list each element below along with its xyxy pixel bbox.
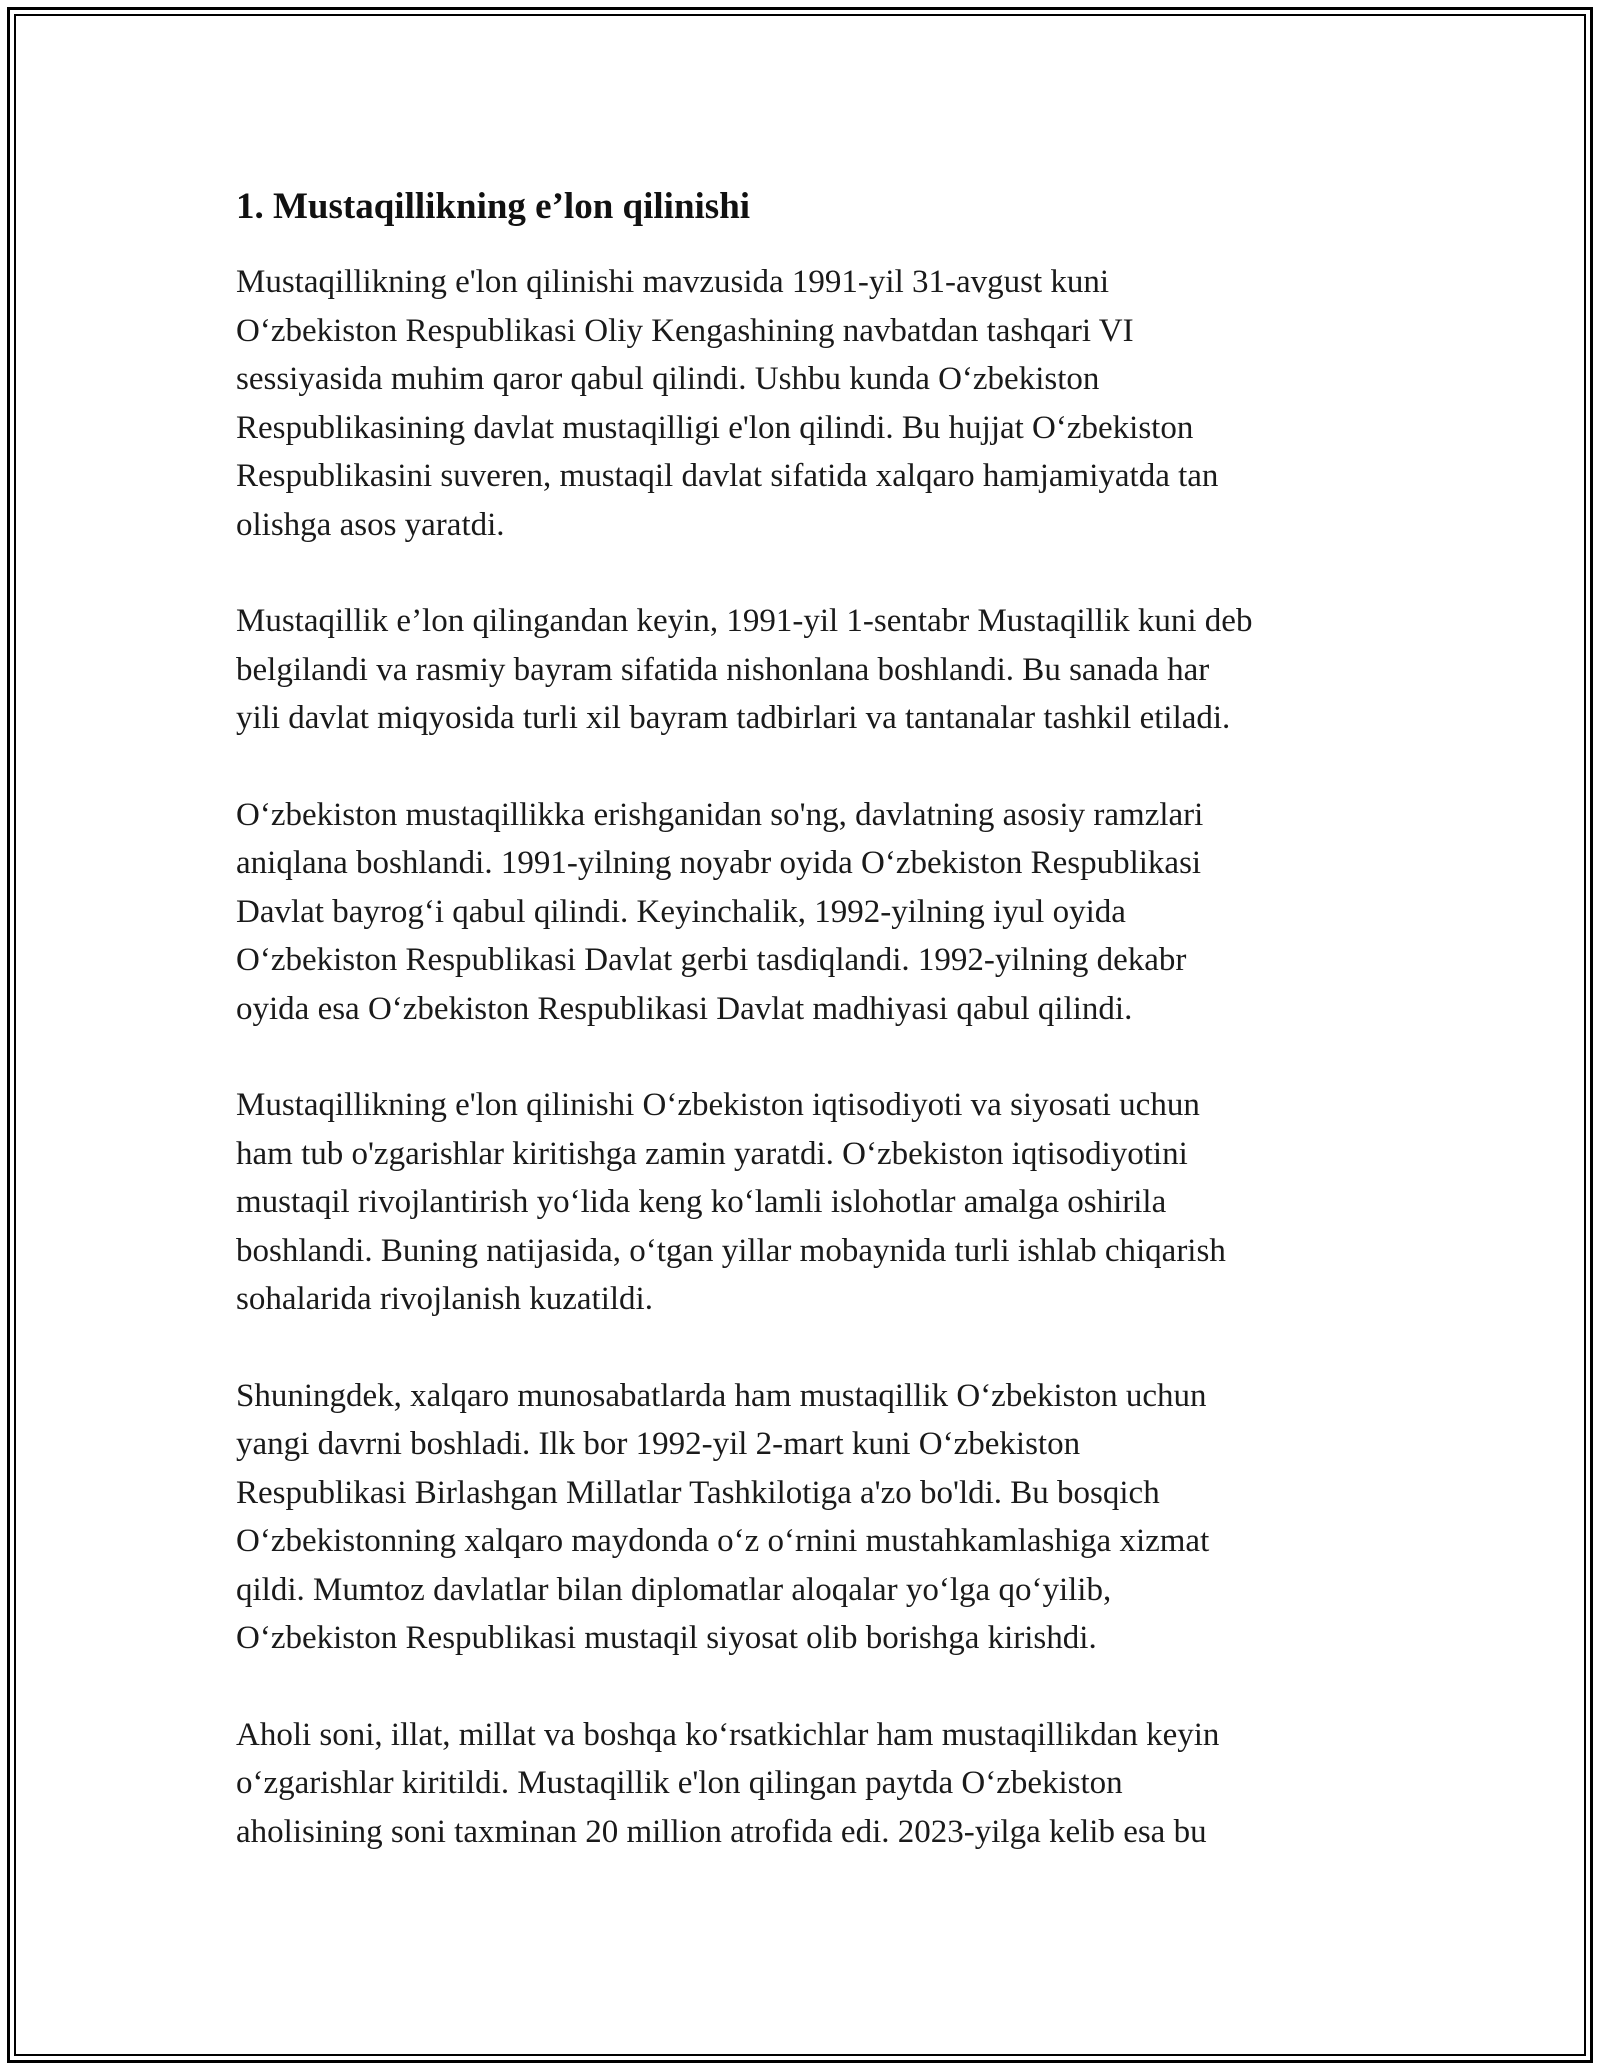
text-line: sessiyasida muhim qaror qabul qilindi. Ushbu kunda O‘zbekiston	[236, 361, 1100, 397]
paragraph-independence-day	[236, 597, 1376, 743]
text-line: qildi. Mumtoz davlatlar bilan diplomatlar aloqalar yo‘lga qo‘yilib,	[236, 1571, 1112, 1608]
text-line: O‘zbekiston Respublikasi Davlat gerbi tasdiqlandi. 1992-yilning dekabr	[236, 942, 1187, 978]
text-line: aholisining soni taxminan 20 million atrofida edi. 2023-yilga kelib esa bu	[236, 1813, 1207, 1850]
text-line: aniqlana boshlandi. 1991-yilning noyabr oyida O‘zbekiston Respublikasi	[236, 845, 1202, 881]
text-line: Shuningdek, xalqaro munosabatlarda ham mustaqillik O‘zbekiston uchun	[236, 1377, 1207, 1414]
text-line: Aholi soni, illat, millat va boshqa ko‘rsatkichlar ham mustaqillikdan keyin	[236, 1716, 1220, 1753]
text-line: Respublikasi Birlashgan Millatlar Tashkilotiga a'zo bo'ldi. Bu bosqich	[236, 1474, 1160, 1511]
text-line: mustaqil rivojlantirish yo‘lida keng ko‘lamli islohotlar amalga oshirila	[236, 1184, 1167, 1220]
text-line: O‘zbekiston Respublikasi Oliy Kengashining navbatdan tashqari VI	[236, 312, 1134, 349]
text-line: oyida esa O‘zbekiston Respublikasi Davlat madhiyasi qabul qilindi.	[236, 990, 1133, 1027]
text-line: Mustaqillikning e'lon qilinishi mavzusida 1991-yil 31-avgust kuni	[236, 264, 1110, 300]
paragraph-state-symbols	[236, 791, 1376, 1034]
text-line: o‘zgarishlar kiritildi. Mustaqillik e'lon qilingan paytda O‘zbekiston	[236, 1765, 1123, 1801]
text-line: ham tub o'zgarishlar kiritishga zamin yaratdi. O‘zbekiston iqtisodiyotini	[236, 1135, 1188, 1172]
text-line: yangi davrni boshladi. Ilk bor 1992-yil 2-mart kuni O‘zbekiston	[236, 1426, 1081, 1462]
document-body	[236, 184, 1376, 1904]
text-line: Mustaqillikning e'lon qilinishi O‘zbekiston iqtisodiyoti va siyosati uchun	[236, 1087, 1200, 1123]
text-line: O‘zbekistonning xalqaro maydonda o‘z o‘rnini mustahkamlashiga xizmat	[236, 1523, 1210, 1559]
paragraph-declaration	[236, 258, 1376, 549]
text-line: Respublikasining davlat mustaqilligi e'lon qilindi. Bu hujjat O‘zbekiston	[236, 409, 1194, 446]
text-line: sohalarida rivojlanish kuzatildi.	[236, 1281, 653, 1317]
text-line: belgilandi va rasmiy bayram sifatida nishonlana boshlandi. Bu sanada har	[236, 651, 1210, 688]
paragraph-international-relations	[236, 1372, 1376, 1663]
text-line: yili davlat miqyosida turli xil bayram tadbirlari va tantanalar tashkil etiladi.	[236, 700, 1231, 736]
text-line: O‘zbekiston mustaqillikka erishganidan so'ng, davlatning asosiy ramzlari	[236, 796, 1204, 833]
text-line: boshlandi. Buning natijasida, o‘tgan yillar mobaynida turli ishlab chiqarish	[236, 1232, 1226, 1269]
paragraph-economy	[236, 1081, 1376, 1324]
section-heading: 1. Mustaqillikning e’lon qilinishi	[236, 186, 751, 227]
text-line: O‘zbekiston Respublikasi mustaqil siyosat olib borishga kirishdi.	[236, 1620, 1097, 1656]
text-line: Davlat bayrog‘i qabul qilindi. Keyinchalik, 1992-yilning iyul oyida	[236, 893, 1126, 930]
text-line: olishga asos yaratdi.	[236, 506, 505, 543]
text-line: Respublikasini suveren, mustaqil davlat sifatida xalqaro hamjamiyatda tan	[236, 458, 1219, 494]
text-line: Mustaqillik e’lon qilingandan keyin, 1991-yil 1-sentabr Mustaqillik kuni deb	[236, 603, 1253, 639]
paragraph-population	[236, 1711, 1376, 1857]
